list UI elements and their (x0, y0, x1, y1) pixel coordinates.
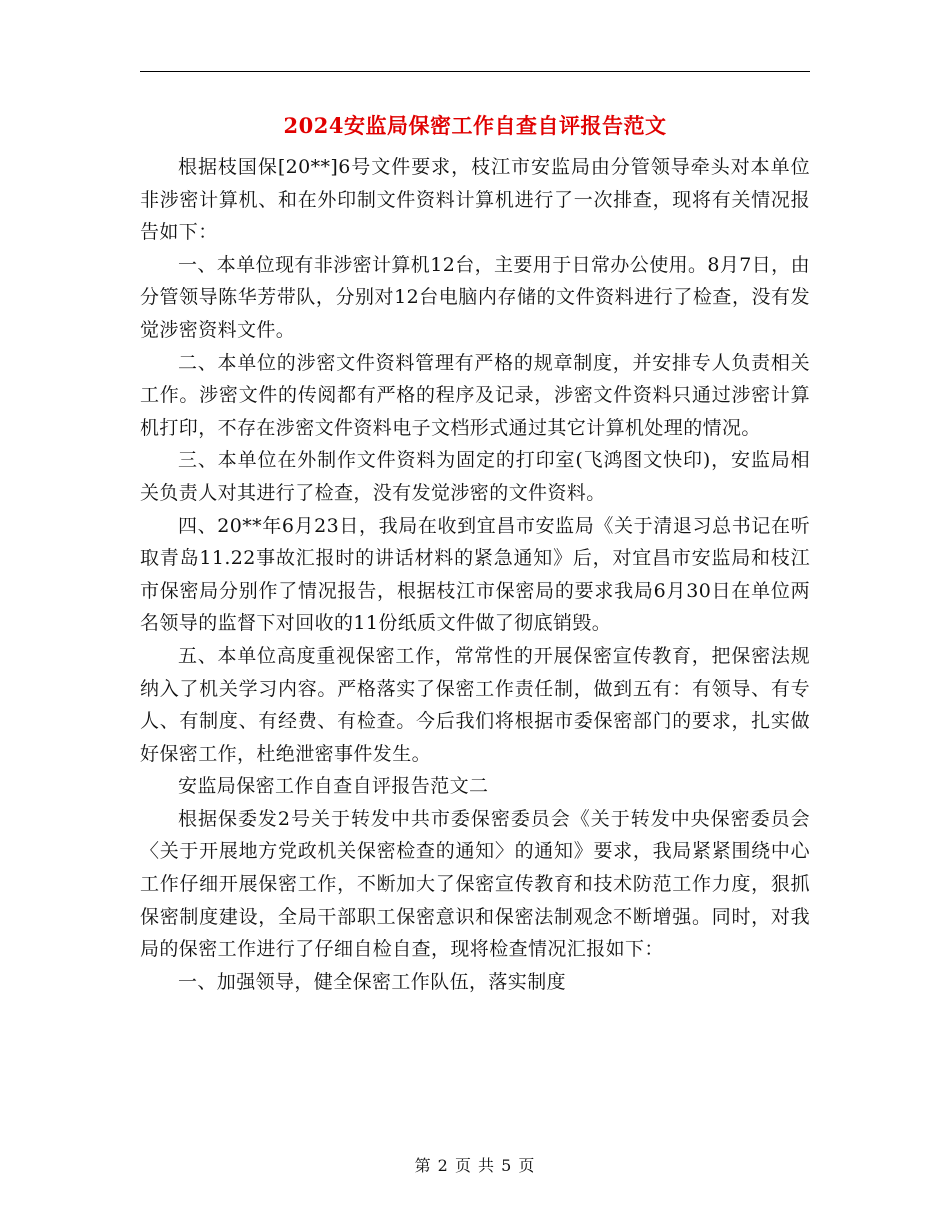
page-footer: 第 2 页 共 5 页 (414, 1156, 536, 1175)
document-body (140, 151, 810, 998)
paragraph-item-2: 二、本单位的涉密文件资料管理有严格的规章制度，并安排专人负责相关工作。涉密文件的传阅都有严格的程序及记录，涉密文件资料只通过涉密计算机打印，不存在涉密文件资料电子文档形式通过其它计算机处理的情况。 (140, 351, 810, 439)
document-title: 2024安监局保密工作自查自评报告范文 (283, 113, 667, 138)
paragraph-item-3: 三、本单位在外制作文件资料为固定的打印室(飞鸿图文快印)，安监局相关负责人对其进行了检查，没有发觉涉密的文件资料。 (140, 449, 810, 504)
paragraph-item-5: 五、本单位高度重视保密工作，常常性的开展保密宣传教育，把保密法规纳入了机关学习内容。严格落实了保密工作责任制，做到五有：有领导、有专人、有制度、有经费、有检查。今后我们将根据市委保密部门的要求，扎实做好保密工作，杜绝泄密事件发生。 (140, 644, 810, 765)
paragraph-intro-2: 根据保委发2号关于转发中共市委保密委员会《关于转发中央保密委员会〈关于开展地方党政机关保密检查的通知〉的通知》要求，我局紧紧围绕中心工作仔细开展保密工作，不断加大了保密宣传教育和技术防范工作力度，狠抓保密制度建设，全局干部职工保密意识和保密法制观念不断增强。同时，对我局的保密工作进行了仔细自检自查，现将检查情况汇报如下： (140, 807, 810, 961)
header-rule (140, 71, 810, 72)
paragraph-item-1: 一、本单位现有非涉密计算机12台，主要用于日常办公使用。8月7日，由分管领导陈华芳带队，分别对12台电脑内存储的文件资料进行了检查，没有发觉涉密资料文件。 (140, 253, 810, 341)
paragraph-item-4: 四、20**年6月23日，我局在收到宜昌市安监局《关于清退习总书记在听取青岛11.22事故汇报时的讲话材料的紧急通知》后，对宜昌市安监局和枝江市保密局分别作了情况报告，根据枝江市保密局的要求我局6月30日在单位两名领导的监督下对回收的11份纸质文件做了彻底销毁。 (140, 514, 810, 635)
paragraph-subheading-1: 一、加强领导，健全保密工作队伍，落实制度 (178, 970, 567, 993)
section-heading-2: 安监局保密工作自查自评报告范文二 (178, 775, 489, 798)
paragraph-intro: 根据枝国保[20**]6号文件要求，枝江市安监局由分管领导牵头对本单位非涉密计算机、和在外印制文件资料计算机进行了一次排查，现将有关情况报告如下： (140, 156, 810, 244)
